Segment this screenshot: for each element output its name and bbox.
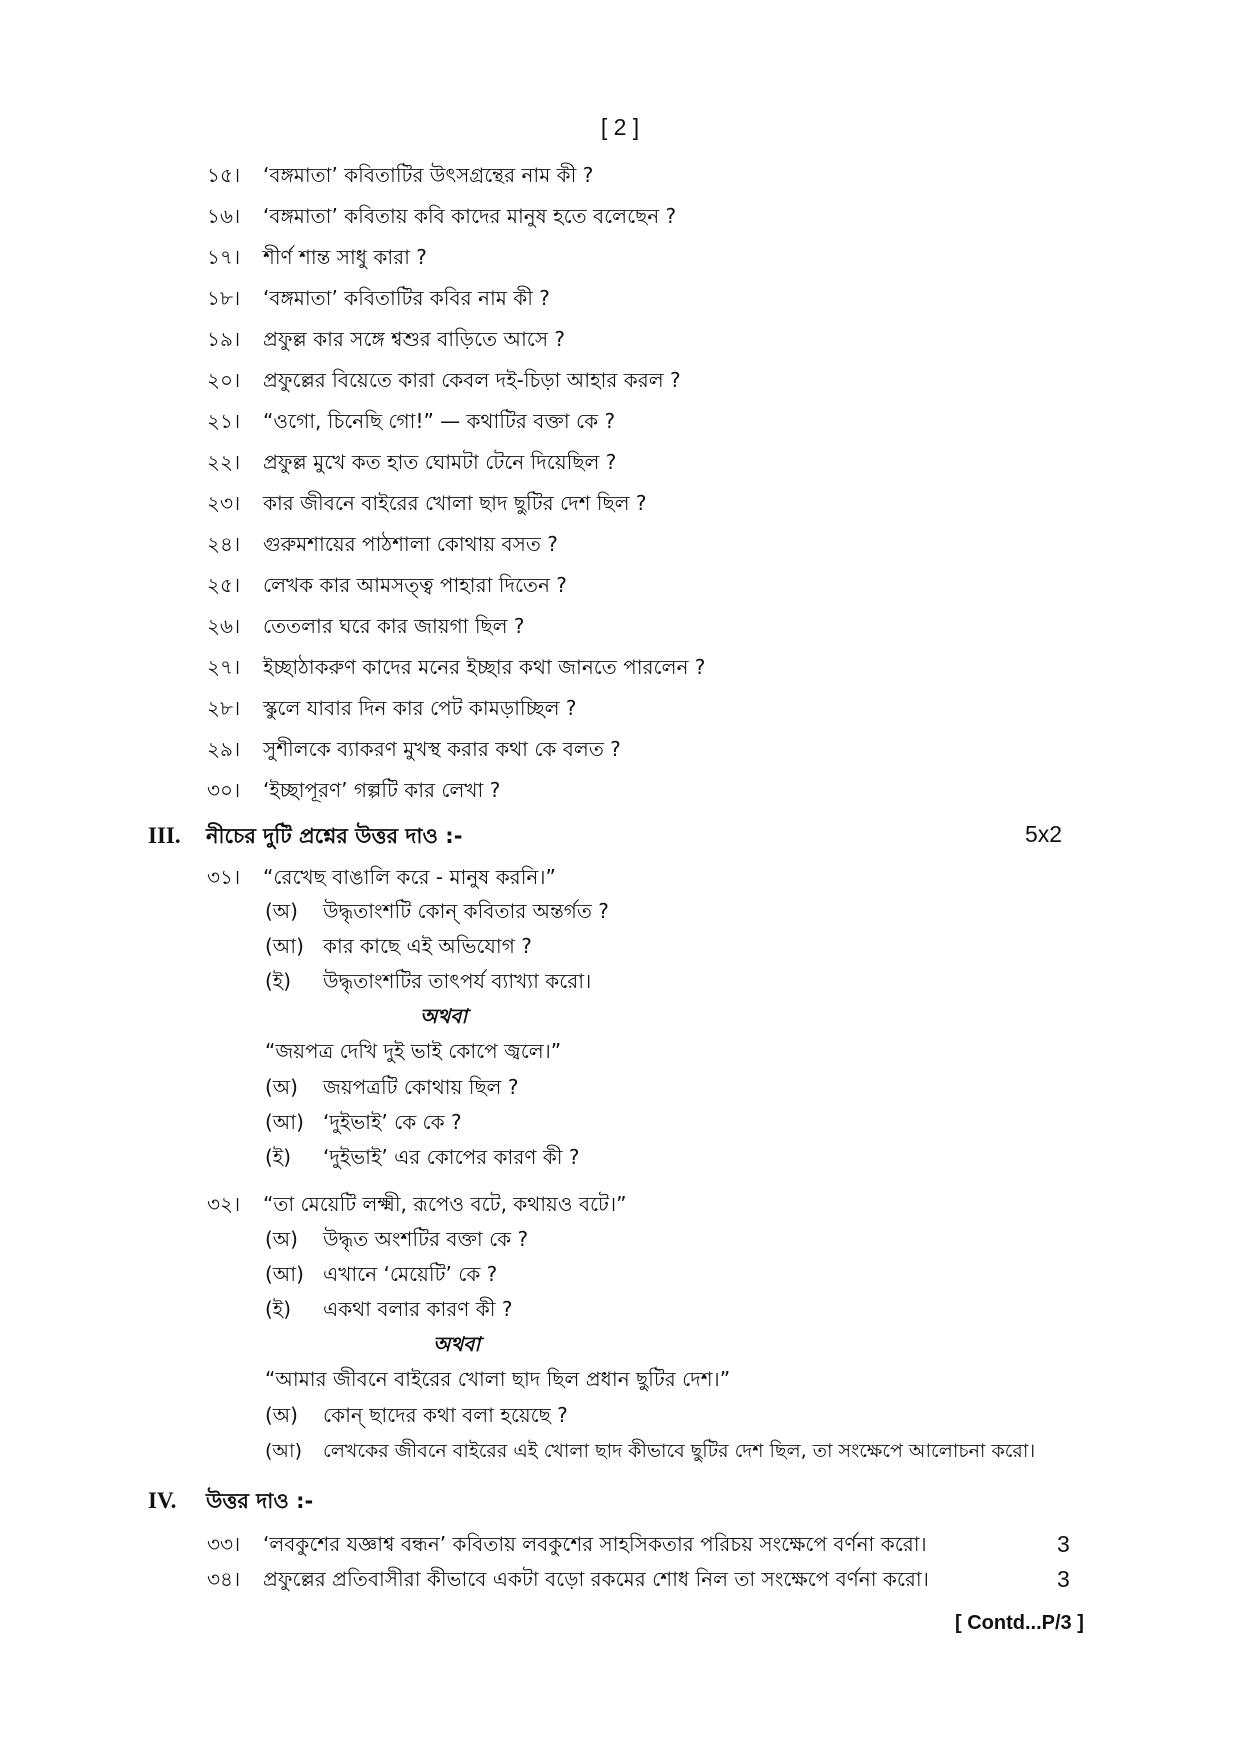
sub-question [265,1143,579,1171]
question-quote: “তা মেয়েটি লক্ষ্মী, রূপেও বটে, কথায়ও বটে।” [263,1192,627,1216]
question-text: ‘বঙ্গমাতা’ কবিতাটির কবির নাম কী ? [263,286,550,310]
section-4-heading [148,1485,313,1520]
question-number: ২৯। [207,737,241,761]
question-18 [207,284,550,312]
question-number: ৩০। [207,778,241,802]
question-quote: “রেখেছ বাঙালি করে - মানুষ করনি।” [263,865,556,889]
sub-label: (ই) [265,969,292,993]
question-text: ‘লবকুশের যজ্ঞাশ্ব বন্ধন’ কবিতায় লবকুশের সাহসিকতার পরিচয় সংক্ষেপে বর্ণনা করো। [263,1532,927,1556]
continued-footer: [ Contd...P/3 ] [955,1612,1084,1634]
question-19 [207,325,565,353]
question-24 [207,530,558,558]
sub-label: (ই) [265,1297,292,1321]
sub-question [265,1437,1035,1465]
sub-question [265,1073,518,1101]
question-marks: 3 [1057,1531,1070,1557]
question-text: সুশীলকে ব্যাকরণ মুখস্থ করার কথা কে বলত ? [263,737,621,761]
question-number: ৩৩। [207,1532,241,1556]
sub-question [265,897,609,925]
question-26 [207,612,525,640]
or-label: অথবা [420,1004,468,1028]
sub-label: (অ) [265,1227,298,1251]
question-number: ৩৪। [207,1567,241,1591]
sub-question [265,1401,568,1429]
sub-question [265,1225,528,1253]
sub-text: উদ্ধৃত অংশটির বক্তা কে ? [323,1227,529,1251]
question-number: ২৩। [207,491,241,515]
question-text: প্রফুল্ল কার সঙ্গে শ্বশুর বাড়িতে আসে ? [263,327,566,351]
section-roman: III. [148,823,181,848]
sub-text: লেখকের জীবনে বাইরের এই খোলা ছাদ কীভাবে ছুটির দেশ ছিল, তা সংক্ষেপে আলোচনা করো। [323,1440,1036,1462]
sub-text: জয়পত্রটি কোথায় ছিল ? [323,1075,519,1099]
or-label: অথবা [433,1332,481,1356]
question-text: প্রফুল্লের প্রতিবাসীরা কীভাবে একটা বড়ো রকমের শোধ নিল তা সংক্ষেপে বর্ণনা করো। [263,1567,929,1591]
alternate-quote: “জয়পত্র দেখি দুই ভাই কোপে জ্বলে।” [265,1039,562,1063]
question-number: ২১। [207,409,241,433]
question-number: ২০। [207,368,241,392]
sub-question [265,967,591,995]
question-number: ৩১। [207,865,241,889]
question-20 [207,366,681,394]
question-number: ১৫। [207,163,241,187]
question-text: স্কুলে যাবার দিন কার পেট কামড়াচ্ছিল ? [263,696,577,720]
question-text: ‘ইচ্ছাপূরণ’ গল্পটি কার লেখা ? [263,778,501,802]
question-text: “ওগো, চিনেছি গো!” — কথাটির বক্তা কে ? [263,409,616,433]
question-25 [207,571,567,599]
question-33 [207,1530,927,1558]
question-32 [207,1190,626,1218]
question-34 [207,1565,929,1593]
sub-label: (আ) [265,1440,302,1462]
page-number: [ 2 ] [600,114,640,140]
sub-label: (ই) [265,1145,292,1169]
question-marks: 3 [1057,1566,1070,1592]
sub-question [265,1295,512,1323]
sub-text: এখানে ‘মেয়েটি’ কে ? [323,1262,498,1286]
question-number: ২৭। [207,655,241,679]
question-22 [207,448,616,476]
question-15 [207,161,593,189]
question-text: প্রফুল্ল মুখে কত হাত ঘোমটা টেনে দিয়েছিল ? [263,450,617,474]
question-number: ১৯। [207,327,241,351]
section-3-marks: 5x2 [1025,821,1063,847]
sub-label: (আ) [265,1262,304,1286]
section-title: নীচের দুটি প্রশ্নের উত্তর দাও :- [206,824,463,848]
question-16 [207,202,676,230]
question-17 [207,243,427,271]
sub-question [265,1260,497,1288]
question-text: লেখক কার আমসত্ত্ব পাহারা দিতেন ? [263,573,567,597]
question-27 [207,653,705,681]
question-text: ‘বঙ্গমাতা’ কবিতায় কবি কাদের মানুষ হতে বলেছেন ? [263,204,677,228]
question-number: ২৫। [207,573,241,597]
sub-text: ‘দুইভাই’ কে কে ? [323,1110,462,1134]
question-number: ১৭। [207,245,241,269]
question-31 [207,863,556,891]
question-text: তেতলার ঘরে কার জায়গা ছিল ? [263,614,525,638]
sub-text: কোন্ ছাদের কথা বলা হয়েছে ? [323,1403,568,1427]
question-number: ২৮। [207,696,241,720]
question-number: ১৬। [207,204,241,228]
question-text: ‘বঙ্গমাতা’ কবিতাটির উৎসগ্রন্থের নাম কী ? [263,163,594,187]
question-number: ২২। [207,450,241,474]
section-title: উত্তর দাও :- [206,1489,314,1513]
question-text: গুরুমশায়ের পাঠশালা কোথায় বসত ? [263,532,558,556]
sub-label: (আ) [265,934,304,958]
question-30 [207,776,500,804]
question-number: ১৮। [207,286,241,310]
sub-question [265,932,532,960]
section-roman: IV. [148,1488,177,1513]
sub-text: উদ্ধৃতাংশটি কোন্ কবিতার অন্তর্গত ? [323,899,609,923]
sub-label: (অ) [265,1075,298,1099]
question-text: ইচ্ছাঠাকরুণ কাদের মনের ইচ্ছার কথা জানতে পারলেন ? [263,655,706,679]
question-number: ৩২। [207,1192,241,1216]
sub-label: (আ) [265,1110,304,1134]
section-3-heading [148,820,462,855]
sub-text: ‘দুইভাই’ এর কোপের কারণ কী ? [323,1145,580,1169]
question-23 [207,489,646,517]
sub-label: (অ) [265,899,298,923]
question-text: শীর্ণ শান্ত সাধু কারা ? [263,245,427,269]
question-number: ২৪। [207,532,241,556]
question-28 [207,694,576,722]
sub-text: কার কাছে এই অভিযোগ ? [323,934,532,958]
sub-label: (অ) [265,1403,298,1427]
sub-text: উদ্ধৃতাংশটির তাৎপর্য ব্যাখ্যা করো। [323,969,592,993]
sub-question [265,1108,462,1136]
question-text: কার জীবনে বাইরের খোলা ছাদ ছুটির দেশ ছিল ? [263,491,647,515]
alternate-quote: “আমার জীবনে বাইরের খোলা ছাদ ছিল প্রধান ছুটির দেশ।” [265,1367,731,1391]
question-text: প্রফুল্লের বিয়েতে কারা কেবল দই-চিড়া আহার করল ? [263,368,681,392]
question-number: ২৬। [207,614,241,638]
question-21 [207,407,615,435]
sub-text: একথা বলার কারণ কী ? [323,1297,513,1321]
question-29 [207,735,621,763]
